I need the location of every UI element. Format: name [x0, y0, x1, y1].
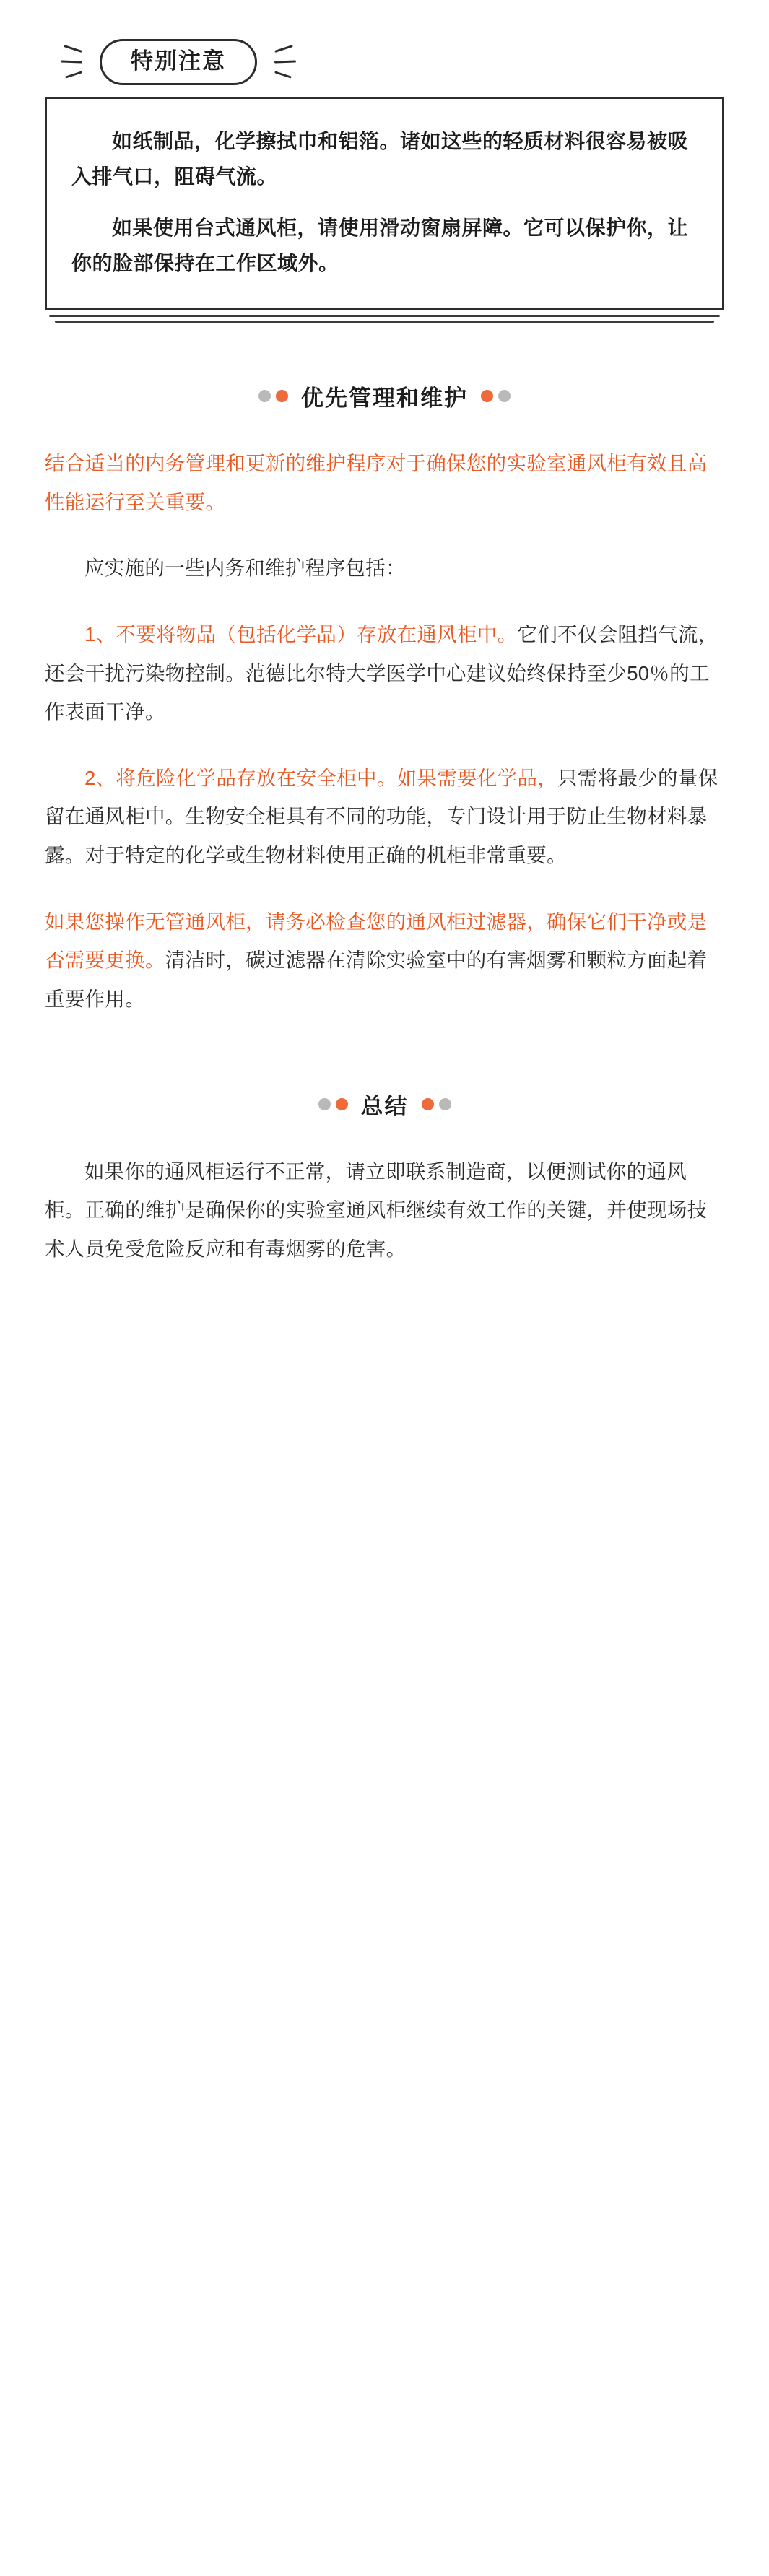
maintenance-item-3-rest: 清洁时，碳过滤器在清除实验室中的有害烟雾和颗粒方面起着重要作用。: [45, 949, 708, 1010]
article-page: [0, 33, 769, 2576]
maintenance-lead-paragraph: 结合适当的内务管理和更新的维护程序对于确保您的实验室通风柜有效且高性能运行至关重要。: [45, 452, 708, 513]
section-heading-summary: [0, 1088, 769, 1121]
maintenance-item-2-rest: 只需将最少的量保留在通风柜中。生物安全柜具有不同的功能，专门设计用于防止生物材料暴露。对于特定的化学或生物材料使用正确的机柜非常重要。: [45, 766, 718, 866]
maintenance-item-1-highlight: 1、不要将物品（包括化学品）存放在通风柜中。: [84, 622, 518, 645]
summary-paragraph: 如果你的通风柜运行不正常，请立即联系制造商，以便测试你的通风柜。正确的维护是确保你的实验室通风柜继续有效工作的关键，并使现场技术人员免受危险反应和有毒烟雾的危害。: [45, 1159, 708, 1260]
section-title-text: 优先管理和维护: [301, 386, 468, 411]
maintenance-item-1: [45, 615, 724, 731]
heading-dots-left-icon: [318, 1098, 348, 1110]
heading-dots-right-icon: [481, 390, 511, 402]
maintenance-item-1-rest: 它们不仅会阻挡气流，还会干扰污染物控制。范德比尔特大学医学中心建议始终保持至少50％的工作表面干净。: [45, 622, 718, 723]
maintenance-item-2-highlight: 2、将危险化学品存放在安全柜中。如果需要化学品，: [84, 766, 557, 789]
heading-dots-left-icon: [258, 390, 288, 402]
maintenance-body: [45, 444, 724, 1019]
decorative-dashes-left-icon: [58, 42, 87, 82]
section-heading-maintenance: [0, 380, 769, 412]
maintenance-item-3: [45, 902, 724, 1019]
special-notice-badge: 特别注意: [100, 39, 257, 85]
special-notice-header: [58, 33, 724, 91]
notice-paragraph-1: 如纸制品，化学擦拭巾和铝箔。诸如这些的轻质材料很容易被吸入排气口，阻碍气流。: [71, 130, 689, 188]
heading-dots-right-icon: [422, 1098, 451, 1110]
maintenance-item-3-highlight: 如果您操作无管通风柜，请务必检查您的通风柜过滤器，确保它们干净或是否需要更换。: [45, 910, 708, 972]
special-notice-card-stack: [45, 97, 724, 310]
maintenance-intro-paragraph: 应实施的一些内务和维护程序包括：: [84, 557, 406, 580]
notice-paragraph-2: 如果使用台式通风柜，请使用滑动窗扇屏障。它可以保护你，让你的脸部保持在工作区域外。: [71, 217, 689, 274]
special-notice-card: [45, 97, 724, 310]
special-notice-block: [45, 33, 724, 310]
maintenance-item-2: [45, 759, 724, 875]
decorative-dashes-right-icon: [270, 42, 299, 82]
section-title-text: 总结: [360, 1093, 409, 1119]
summary-body: [45, 1152, 724, 1269]
